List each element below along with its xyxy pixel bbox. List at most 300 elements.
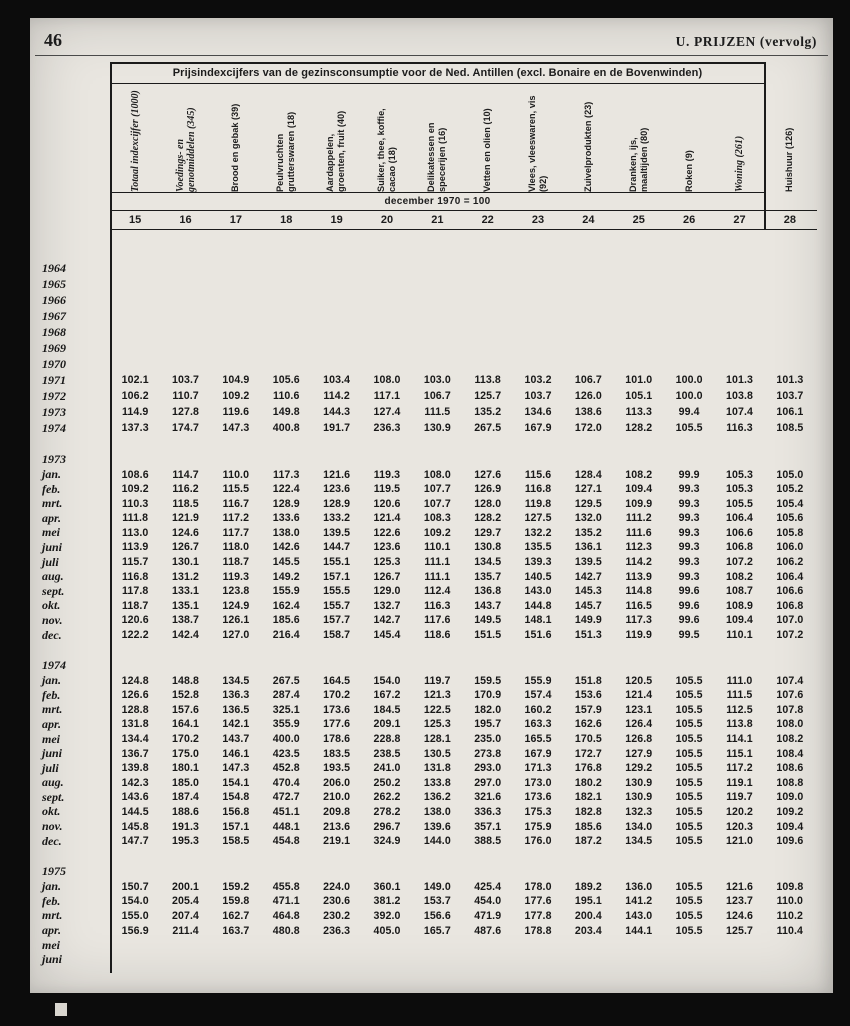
data-cell: 144.3 [323, 406, 351, 418]
data-cell: 117.3 [625, 614, 652, 627]
data-cell: 127.6 [474, 468, 502, 481]
section-heading-row [38, 864, 820, 879]
table-row [38, 584, 820, 599]
data-cell: 139.6 [423, 820, 451, 833]
data-cell: 128.2 [474, 512, 502, 525]
data-cell: 121.6 [725, 880, 753, 893]
data-cell: 138.6 [574, 406, 602, 418]
data-cell: 121.0 [725, 835, 753, 848]
row-label: 1970 [42, 356, 66, 371]
data-cell: 111.1 [424, 556, 451, 569]
row-label: 1969 [42, 340, 66, 355]
data-cell: 134.5 [625, 835, 653, 848]
row-label: sept. [42, 789, 65, 804]
data-cell: 143.0 [625, 909, 653, 922]
table-left-border [110, 62, 112, 973]
data-cell: 182.0 [474, 703, 502, 716]
data-cell: 117.8 [121, 585, 149, 598]
column-header-label: Totaal indexcijfer (1000) [129, 90, 141, 192]
table-row [38, 894, 820, 909]
table-row [38, 908, 820, 923]
data-cell: 125.3 [423, 718, 451, 731]
row-label: mei [42, 731, 60, 746]
data-cell: 126.4 [625, 718, 653, 731]
data-cell: 238.5 [373, 747, 401, 760]
table-row [38, 511, 820, 526]
data-cell: 162.4 [272, 599, 300, 612]
table-row [38, 923, 820, 938]
data-cell: 129.0 [373, 585, 401, 598]
column-header-cell [412, 84, 462, 192]
column-number: 15 [129, 214, 142, 226]
row-label: juli [42, 554, 59, 569]
data-cell: 143.0 [524, 585, 552, 598]
data-cell: 126.6 [121, 689, 149, 702]
data-cell: 105.0 [776, 468, 804, 481]
data-cell: 138.0 [272, 526, 300, 539]
row-label: dec. [42, 833, 62, 848]
data-cell: 148.8 [172, 674, 200, 687]
data-cell: 132.7 [373, 599, 401, 612]
column-header-cell [664, 84, 714, 192]
data-cell: 167.9 [524, 422, 552, 434]
data-cell: 164.1 [172, 718, 200, 731]
column-header-cell [463, 84, 513, 192]
table-row [38, 804, 820, 819]
data-cell: 154.0 [373, 674, 401, 687]
data-cell: 143.7 [474, 599, 502, 612]
data-cell: 103.2 [524, 374, 552, 386]
data-cell: 108.0 [776, 718, 804, 731]
data-cell: 159.8 [222, 895, 250, 908]
data-cell: 182.1 [574, 791, 602, 804]
data-cell: 141.2 [625, 895, 653, 908]
column-number: 17 [229, 214, 243, 226]
data-cell: 105.5 [675, 689, 703, 702]
data-cell: 175.0 [172, 747, 200, 760]
section-heading-row [38, 452, 820, 467]
data-cell: 108.2 [625, 468, 653, 481]
data-cell: 144.0 [423, 835, 451, 848]
data-cell: 129.2 [625, 762, 653, 775]
data-cell: 107.8 [776, 703, 804, 716]
data-cell: 109.4 [725, 614, 753, 627]
table-row [38, 555, 820, 570]
data-cell: 103.7 [776, 390, 804, 402]
data-cell: 151.3 [574, 629, 602, 642]
table-row [38, 292, 820, 308]
data-cell: 115.7 [121, 556, 149, 569]
data-cell: 160.2 [524, 703, 552, 716]
data-cell: 111.8 [122, 512, 149, 525]
data-cell: 145.4 [373, 629, 401, 642]
data-cell: 133.2 [323, 512, 351, 525]
data-cell: 108.2 [776, 733, 804, 745]
data-cell: 127.8 [172, 406, 200, 418]
data-cell: 103.8 [725, 390, 753, 402]
document-page [30, 18, 833, 993]
data-cell: 126.1 [222, 614, 250, 627]
data-cell: 128.4 [574, 468, 602, 481]
data-cell: 155.1 [323, 556, 351, 569]
data-cell: 381.2 [373, 895, 401, 908]
row-label: apr. [42, 716, 62, 731]
column-number: 27 [733, 214, 746, 226]
column-number: 16 [179, 214, 192, 226]
data-cell: 170.9 [474, 689, 502, 702]
data-cell: 119.1 [726, 776, 753, 789]
data-cell: 117.2 [222, 512, 250, 525]
column-headers-row [38, 84, 820, 192]
data-cell: 134.5 [222, 674, 250, 687]
data-cell: 109.0 [776, 791, 804, 804]
data-cell: 138.7 [172, 614, 200, 627]
data-cell: 128.1 [423, 733, 451, 745]
data-cell: 121.4 [625, 689, 653, 702]
data-cell: 124.6 [725, 909, 753, 922]
row-label: 1973 [42, 404, 66, 419]
table-row [38, 308, 820, 324]
row-label: nov. [42, 612, 63, 627]
data-cell: 120.6 [121, 614, 149, 627]
data-cell: 99.3 [678, 526, 700, 539]
data-cell: 455.8 [272, 880, 300, 893]
data-cell: 107.6 [776, 689, 804, 702]
data-cell: 324.9 [373, 835, 401, 848]
data-cell: 127.0 [222, 629, 250, 642]
data-cell: 130.5 [423, 747, 451, 760]
table-title-row [110, 62, 765, 84]
row-label: aug. [42, 775, 64, 790]
data-cell: 105.3 [725, 468, 753, 481]
data-cell: 148.1 [524, 614, 552, 627]
row-label: sept. [42, 583, 65, 598]
data-cell: 106.1 [776, 406, 804, 418]
data-cell: 126.0 [574, 390, 602, 402]
data-cell: 454.8 [272, 835, 300, 848]
data-cell: 111.5 [424, 406, 451, 418]
data-cell: 135.1 [172, 599, 200, 612]
data-cell: 405.0 [373, 924, 401, 937]
column-header-label: Vlees, vleeswaren, vis (92) [526, 95, 549, 192]
data-cell: 105.5 [675, 422, 703, 434]
data-cell: 134.0 [625, 820, 653, 833]
data-cell: 142.3 [121, 776, 149, 789]
data-cell: 103.4 [323, 374, 351, 386]
data-cell: 425.4 [474, 880, 502, 893]
data-cell: 219.1 [323, 835, 351, 848]
data-cell: 133.8 [423, 776, 451, 789]
data-cell: 127.1 [574, 483, 602, 496]
data-cell: 111.0 [726, 674, 753, 687]
data-cell: 105.5 [675, 924, 703, 937]
data-cell: 158.5 [222, 835, 250, 848]
row-label: nov. [42, 819, 63, 834]
data-cell: 144.7 [323, 541, 351, 554]
data-cell: 105.6 [272, 374, 300, 386]
data-cell: 170.2 [172, 733, 200, 745]
data-cell: 105.5 [675, 880, 703, 893]
data-cell: 241.0 [373, 762, 401, 775]
data-cell: 142.7 [574, 570, 602, 583]
data-cell: 472.7 [272, 791, 300, 804]
data-cell: 145.5 [272, 556, 300, 569]
data-cell: 293.0 [474, 762, 502, 775]
data-cell: 129.7 [474, 526, 502, 539]
data-cell: 108.4 [776, 747, 804, 760]
data-cell: 136.8 [474, 585, 502, 598]
data-cell: 110.3 [121, 497, 149, 510]
data-cell: 105.4 [776, 497, 804, 510]
column-number: 18 [280, 214, 293, 226]
data-cell: 118.0 [222, 541, 250, 554]
column-header-cell [110, 84, 160, 192]
row-label: 1972 [42, 388, 66, 403]
data-cell: 131.2 [172, 570, 200, 583]
section-year-label: 1974 [42, 658, 66, 673]
table-row [38, 938, 820, 953]
data-cell: 117.6 [424, 614, 451, 627]
data-cell: 157.9 [574, 703, 602, 716]
data-cell: 127.9 [625, 747, 653, 760]
data-cell: 156.8 [222, 805, 250, 818]
data-cell: 134.5 [474, 556, 502, 569]
row-label: feb. [42, 481, 61, 496]
data-cell: 106.2 [776, 556, 804, 569]
data-cell: 273.8 [474, 747, 502, 760]
table-right-border [764, 62, 766, 230]
data-cell: 120.3 [725, 820, 753, 833]
column-number: 22 [481, 214, 494, 226]
table-row [38, 276, 820, 292]
data-cell: 130.8 [474, 541, 502, 554]
data-cell: 122.2 [121, 629, 149, 642]
data-cell: 164.5 [323, 674, 351, 687]
data-cell: 126.7 [373, 570, 401, 583]
data-cell: 123.7 [725, 895, 753, 908]
data-cell: 178.8 [524, 924, 552, 937]
data-cell: 105.5 [675, 805, 703, 818]
data-cell: 99.3 [678, 541, 700, 554]
table-row [38, 761, 820, 776]
data-cell: 144.8 [524, 599, 552, 612]
data-cell: 185.6 [574, 820, 602, 833]
data-cell: 108.0 [373, 374, 401, 386]
data-cell: 155.9 [524, 674, 552, 687]
data-cell: 176.0 [524, 835, 552, 848]
data-cell: 105.2 [776, 483, 804, 496]
section-year-label: 1975 [42, 864, 66, 879]
column-header-cell [311, 84, 361, 192]
data-cell: 105.5 [725, 497, 753, 510]
data-cell: 117.7 [222, 526, 250, 539]
data-cell: 113.9 [121, 541, 149, 554]
data-cell: 388.5 [474, 835, 502, 848]
data-cell: 170.5 [574, 733, 602, 745]
data-cell: 123.1 [625, 703, 653, 716]
data-cell: 105.5 [675, 703, 703, 716]
data-cell: 128.2 [625, 422, 653, 434]
data-cell: 107.2 [725, 556, 753, 569]
data-cell: 157.6 [172, 703, 200, 716]
data-cell: 137.3 [121, 422, 149, 434]
data-cell: 171.3 [524, 762, 552, 775]
row-label: okt. [42, 804, 61, 819]
row-label: 1971 [42, 372, 66, 387]
column-header-label: Dranken, ijs, maaltijden (80) [627, 127, 649, 192]
row-label: mei [42, 525, 60, 540]
data-cell: 106.8 [725, 541, 753, 554]
data-cell: 135.7 [474, 570, 502, 583]
data-cell: 173.6 [323, 703, 351, 716]
data-cell: 106.7 [423, 390, 451, 402]
data-cell: 107.0 [776, 614, 804, 627]
base-period-note: december 1970 = 100 [384, 195, 491, 207]
table-row [38, 688, 820, 703]
data-cell: 470.4 [272, 776, 300, 789]
data-cell: 116.8 [524, 483, 552, 496]
data-cell: 134.4 [121, 733, 149, 745]
data-cell: 122.4 [272, 483, 300, 496]
column-number: 26 [683, 214, 696, 226]
data-cell: 146.1 [222, 747, 250, 760]
data-cell: 147.3 [222, 762, 250, 775]
row-label: mrt. [42, 496, 63, 511]
row-label: 1967 [42, 308, 66, 323]
table-row [38, 420, 820, 436]
data-cell: 121.3 [423, 689, 451, 702]
data-cell: 124.8 [121, 674, 149, 687]
data-cell: 296.7 [373, 820, 401, 833]
data-cell: 448.1 [272, 820, 300, 833]
data-cell: 114.8 [625, 585, 652, 598]
data-cell: 235.0 [474, 733, 502, 745]
column-header-label: Brood en gebak (39) [230, 103, 241, 192]
data-cell: 99.5 [678, 629, 700, 642]
row-label: apr. [42, 923, 62, 938]
data-cell: 321.6 [474, 791, 502, 804]
data-cell: 107.7 [423, 483, 451, 496]
data-cell: 129.5 [574, 497, 602, 510]
data-cell: 162.7 [222, 909, 250, 922]
data-cell: 210.0 [323, 791, 351, 804]
data-cell: 115.1 [726, 747, 753, 760]
data-cell: 119.8 [524, 497, 552, 510]
data-cell: 135.2 [574, 526, 602, 539]
data-cell: 325.1 [272, 703, 300, 716]
headers-bottom-rule [110, 192, 765, 193]
data-cell: 159.2 [222, 880, 250, 893]
data-cell: 127.4 [373, 406, 401, 418]
data-cell: 106.4 [776, 570, 804, 583]
data-cell: 114.7 [172, 468, 199, 481]
data-cell: 157.7 [323, 614, 351, 627]
table-row [38, 879, 820, 894]
data-cell: 133.1 [172, 585, 200, 598]
data-cell: 112.5 [726, 703, 753, 716]
column-header-cell [211, 84, 261, 192]
data-cell: 109.4 [776, 820, 804, 833]
data-cell: 157.1 [323, 570, 351, 583]
data-cell: 100.0 [675, 390, 703, 402]
data-cell: 126.9 [474, 483, 502, 496]
data-cell: 103.7 [524, 390, 552, 402]
data-cell: 109.9 [625, 497, 653, 510]
data-cell: 108.6 [776, 762, 804, 775]
data-cell: 297.0 [474, 776, 502, 789]
column-header-cell [362, 84, 412, 192]
data-cell: 119.5 [373, 483, 401, 496]
table-row [38, 569, 820, 584]
data-cell: 150.7 [121, 880, 149, 893]
column-header-cell [261, 84, 311, 192]
data-cell: 128.8 [121, 703, 149, 716]
data-cell: 106.4 [725, 512, 753, 525]
row-label: juni [42, 746, 63, 761]
data-cell: 110.1 [726, 629, 753, 642]
data-cell: 106.0 [776, 541, 804, 554]
column-header-cell [765, 84, 815, 192]
data-cell: 103.7 [172, 374, 200, 386]
column-numbers-row [38, 210, 820, 230]
data-cell: 119.7 [726, 791, 753, 804]
data-cell: 107.7 [423, 497, 451, 510]
data-cell: 195.7 [474, 718, 502, 731]
data-cell: 187.4 [172, 791, 200, 804]
data-cell: 117.2 [726, 762, 753, 775]
table-row [38, 673, 820, 688]
data-cell: 118.5 [172, 497, 199, 510]
data-cell: 185.6 [272, 614, 300, 627]
data-cell: 178.6 [323, 733, 351, 745]
data-cell: 487.6 [474, 924, 502, 937]
data-cell: 108.2 [725, 570, 753, 583]
column-number: 20 [380, 214, 394, 226]
data-cell: 191.7 [323, 422, 351, 434]
section-heading-row [38, 658, 820, 673]
data-cell: 108.9 [725, 599, 753, 612]
data-cell: 183.5 [323, 747, 351, 760]
data-cell: 209.8 [323, 805, 351, 818]
row-label: 1965 [42, 276, 66, 291]
table-row [38, 952, 820, 967]
row-label-spacer [38, 84, 110, 192]
data-cell: 106.8 [776, 599, 804, 612]
data-cell: 177.6 [323, 718, 351, 731]
data-cell: 267.5 [474, 422, 502, 434]
table-row [38, 356, 820, 372]
row-label: jan. [42, 467, 62, 481]
data-cell: 451.1 [272, 805, 300, 818]
data-cell: 262.2 [373, 791, 401, 804]
data-cell: 105.1 [625, 390, 653, 402]
table-row [38, 372, 820, 388]
data-cell: 142.6 [272, 541, 300, 554]
data-cell: 105.5 [675, 835, 703, 848]
column-number: 21 [431, 214, 444, 226]
row-label: dec. [42, 627, 62, 642]
data-cell: 107.4 [725, 406, 753, 418]
data-cell: 155.9 [272, 585, 300, 598]
data-cell: 117.3 [273, 468, 300, 481]
column-number: 19 [330, 214, 343, 226]
data-cell: 136.0 [625, 880, 653, 893]
data-cell: 119.3 [373, 468, 401, 481]
data-cell: 99.6 [678, 599, 700, 612]
data-cell: 101.3 [776, 374, 804, 386]
column-number: 28 [783, 214, 796, 226]
data-cell: 124.9 [222, 599, 250, 612]
